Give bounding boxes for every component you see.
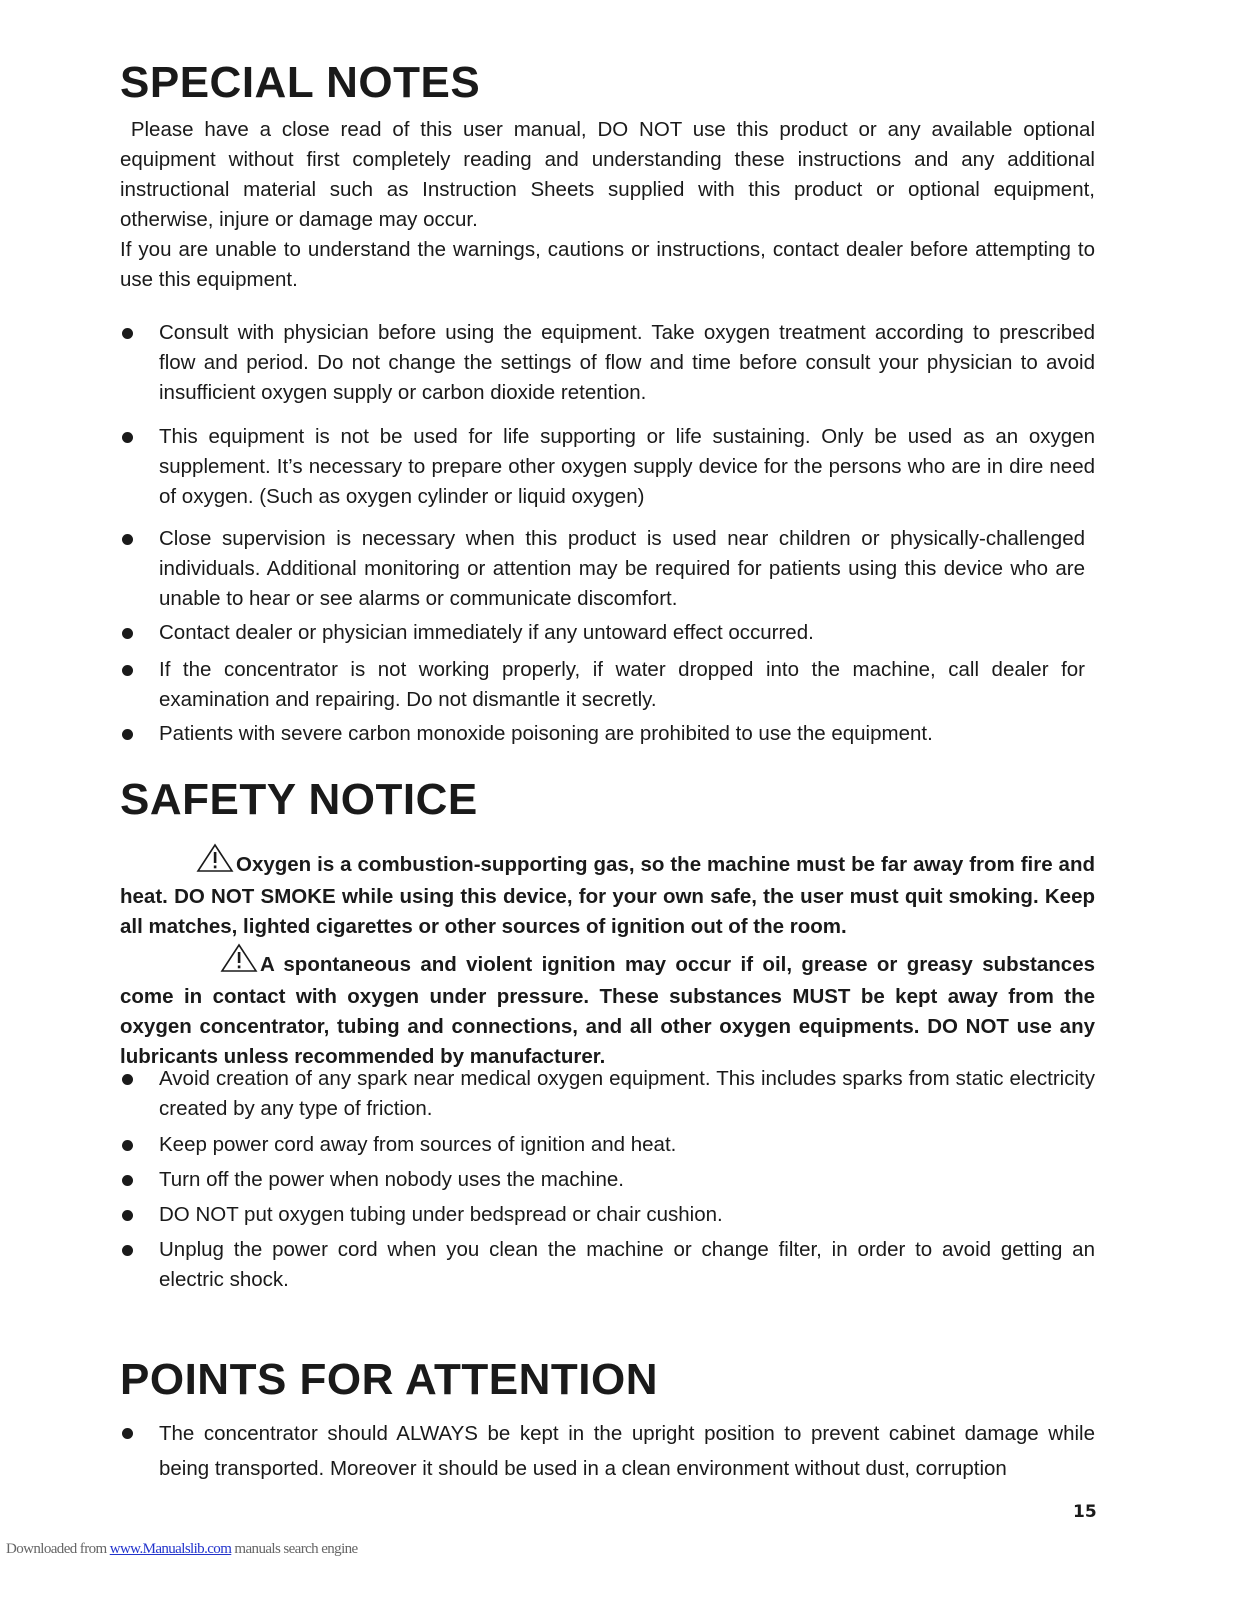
special-notes-list [120, 318, 1095, 749]
bullet-icon [122, 1428, 133, 1439]
bullet-icon [122, 432, 133, 443]
list-item: Contact dealer or physician immediately if any untoward effect occurred. [120, 618, 1095, 648]
bullet-icon [122, 328, 133, 339]
page-number: 15 [1073, 1502, 1097, 1522]
bullet-icon [122, 1175, 133, 1186]
list-item: Unplug the power cord when you clean the machine or change filter, in order to avoid getting an electric shock. [120, 1235, 1095, 1295]
warning-triangle-icon [170, 943, 258, 982]
list-item: DO NOT put oxygen tubing under bedspread or chair cushion. [120, 1200, 1095, 1230]
special-notes-heading: SPECIAL NOTES [120, 58, 481, 107]
points-for-attention-heading: POINTS FOR ATTENTION [120, 1355, 658, 1404]
warning-triangle-icon [158, 843, 234, 882]
list-item: This equipment is not be used for life supporting or life sustaining. Only be used as an oxygen supplement. It’s necessary to prepare other oxygen supply device for the persons who are in dire need of oxygen. (Such as oxygen cylinder or liquid oxygen) [120, 422, 1095, 512]
list-item: Close supervision is necessary when this product is used near children or physically-challenged individuals. Additional monitoring or attention may be required for patients using this device who are unable to hear or see alarms or communicate discomfort. [120, 524, 1085, 614]
safety-notice-heading: SAFETY NOTICE [120, 775, 478, 824]
list-item: Avoid creation of any spark near medical oxygen equipment. This includes sparks from static electricity created by any type of friction. [120, 1064, 1095, 1124]
footer-suffix: manuals search engine [231, 1541, 358, 1557]
list-item: Keep power cord away from sources of ignition and heat. [120, 1130, 1095, 1160]
bullet-icon [122, 729, 133, 740]
warning-paragraph: Oxygen is a combustion-supporting gas, so the machine must be far away from fire and heat. DO NOT SMOKE while using this device, for your own safe, the user must quit smoking. Keep all matches, lighted cigarettes or other sources of ignition out of the room. [120, 843, 1095, 942]
manualslib-link[interactable]: www.Manualslib.com [109, 1541, 232, 1557]
special-notes-intro [120, 115, 1101, 295]
bullet-icon [122, 1245, 133, 1256]
download-footer [6, 1541, 358, 1558]
bullet-icon [122, 665, 133, 676]
safety-notice-list [120, 1064, 1095, 1295]
intro-paragraph: If you are unable to understand the warnings, cautions or instructions, contact dealer before attempting to use this equipment. [120, 238, 1095, 291]
bullet-icon [122, 534, 133, 545]
points-for-attention-list [120, 1416, 1095, 1486]
warning-paragraph: A spontaneous and violent ignition may occur if oil, grease or greasy substances come in contact with oxygen under pressure. These substances MUST be kept away from the oxygen concentrator, tubing and connections, and all other oxygen equipments. DO NOT use any lubricants unless recommended by manufacturer. [120, 943, 1095, 1072]
bullet-icon [122, 628, 133, 639]
bullet-icon [122, 1074, 133, 1085]
bullet-icon [122, 1210, 133, 1221]
list-item: Consult with physician before using the equipment. Take oxygen treatment according to prescribed flow and period. Do not change the settings of flow and time before consult your physician to avoid insufficient oxygen supply or carbon dioxide retention. [120, 318, 1095, 408]
list-item: If the concentrator is not working properly, if water dropped into the machine, call dealer for examination and repairing. Do not dismantle it secretly. [120, 655, 1085, 715]
list-item: Turn off the power when nobody uses the machine. [120, 1165, 1095, 1195]
intro-paragraph: Please have a close read of this user manual, DO NOT use this product or any available optional equipment without first completely reading and understanding these instructions and any additional instructional material such as Instruction Sheets supplied with this product or optional equipment, otherwise, injure or damage may occur. [120, 118, 1101, 231]
list-item: Patients with severe carbon monoxide poisoning are prohibited to use the equipment. [120, 719, 1095, 749]
footer-prefix: Downloaded from [6, 1541, 110, 1557]
bullet-icon [122, 1140, 133, 1151]
list-item: The concentrator should ALWAYS be kept in the upright position to prevent cabinet damage while being transported. Moreover it should be used in a clean environment without dust, corruption [120, 1416, 1095, 1486]
